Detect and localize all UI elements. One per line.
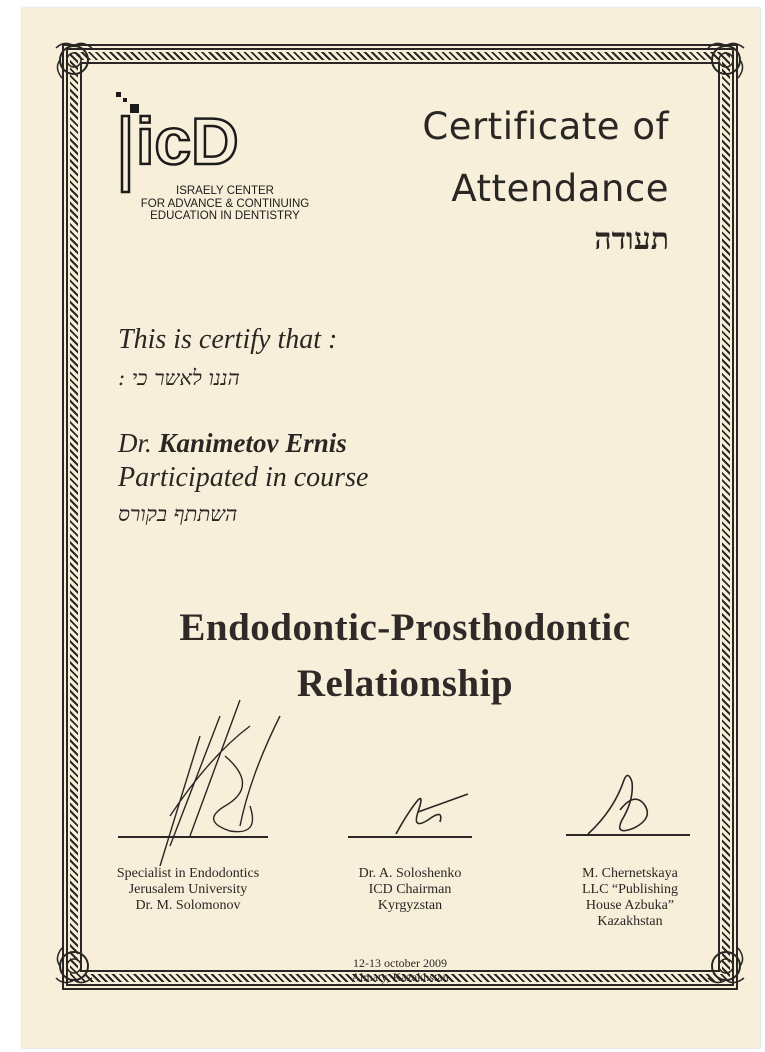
- recipient-name: Kanimetov Ernis: [158, 428, 347, 458]
- signature-line-1: [118, 836, 268, 838]
- recipient-prefix: Dr.: [118, 428, 152, 458]
- participated-statement-hebrew: השתתף בקורס: [118, 502, 238, 526]
- signature-line-3: [566, 834, 690, 836]
- signatory-2-line-2: ICD Chairman: [368, 882, 452, 897]
- signatory-1-line-3: Dr. M. Solomonov: [135, 898, 241, 913]
- signatory-3-line-2: LLC “Publishing: [581, 882, 679, 897]
- signatory-chernetskaya: [560, 866, 700, 930]
- certificate-title: [422, 96, 669, 220]
- title-line-1: Certificate of: [422, 105, 669, 148]
- signature-solomonov: [130, 696, 310, 876]
- event-footer: [300, 956, 500, 984]
- ornament-corner-bottom-right: [704, 944, 748, 988]
- signature-soloshenko: [388, 782, 478, 842]
- logo-line-1: ISRAELY CENTER: [176, 185, 274, 197]
- logo-line-2: FOR ADVANCE & CONTINUING: [140, 197, 310, 210]
- logo-line-3: EDUCATION IN DENTISTRY: [150, 210, 300, 222]
- title-line-2: Attendance: [451, 167, 669, 210]
- signatory-2-line-3: Kyrgyzstan: [377, 898, 443, 913]
- certify-statement: This is certify that :: [118, 324, 338, 355]
- signatory-2-line-1: Dr. A. Soloshenko: [358, 866, 462, 881]
- course-title-line-2: Relationship: [296, 662, 514, 705]
- signature-chernetskaya: [584, 770, 674, 840]
- icd-logo-caption: [120, 185, 330, 223]
- title-hebrew: תעודה: [594, 222, 669, 257]
- ornament-corner-bottom-left: [52, 944, 96, 988]
- certify-statement-hebrew: הננו לאשר כי :: [118, 366, 240, 390]
- signatory-solomonov: [108, 866, 268, 914]
- signatory-3-line-3: House Azbuka”: [585, 898, 675, 913]
- signatory-soloshenko: [340, 866, 480, 914]
- participated-statement: Participated in course: [118, 462, 369, 493]
- signatory-1-line-1: Specialist in Endodontics: [116, 866, 260, 881]
- signatory-1-line-2: Jerusalem University: [128, 882, 248, 897]
- event-date: 12-13 october 2009: [353, 956, 447, 970]
- course-title-line-1: Endodontic-Prosthodontic: [179, 606, 631, 649]
- icd-logo-letters: icD: [136, 104, 239, 178]
- recipient: [118, 428, 347, 459]
- signatory-3-line-1: M. Chernetskaya: [582, 866, 678, 881]
- event-place: Almaty, Kazakhstan: [351, 970, 449, 984]
- signatory-3-line-4: Kazakhstan: [597, 914, 663, 929]
- ornament-corner-top-right: [704, 38, 748, 82]
- ornament-corner-top-left: [52, 38, 96, 82]
- signature-line-2: [348, 836, 472, 838]
